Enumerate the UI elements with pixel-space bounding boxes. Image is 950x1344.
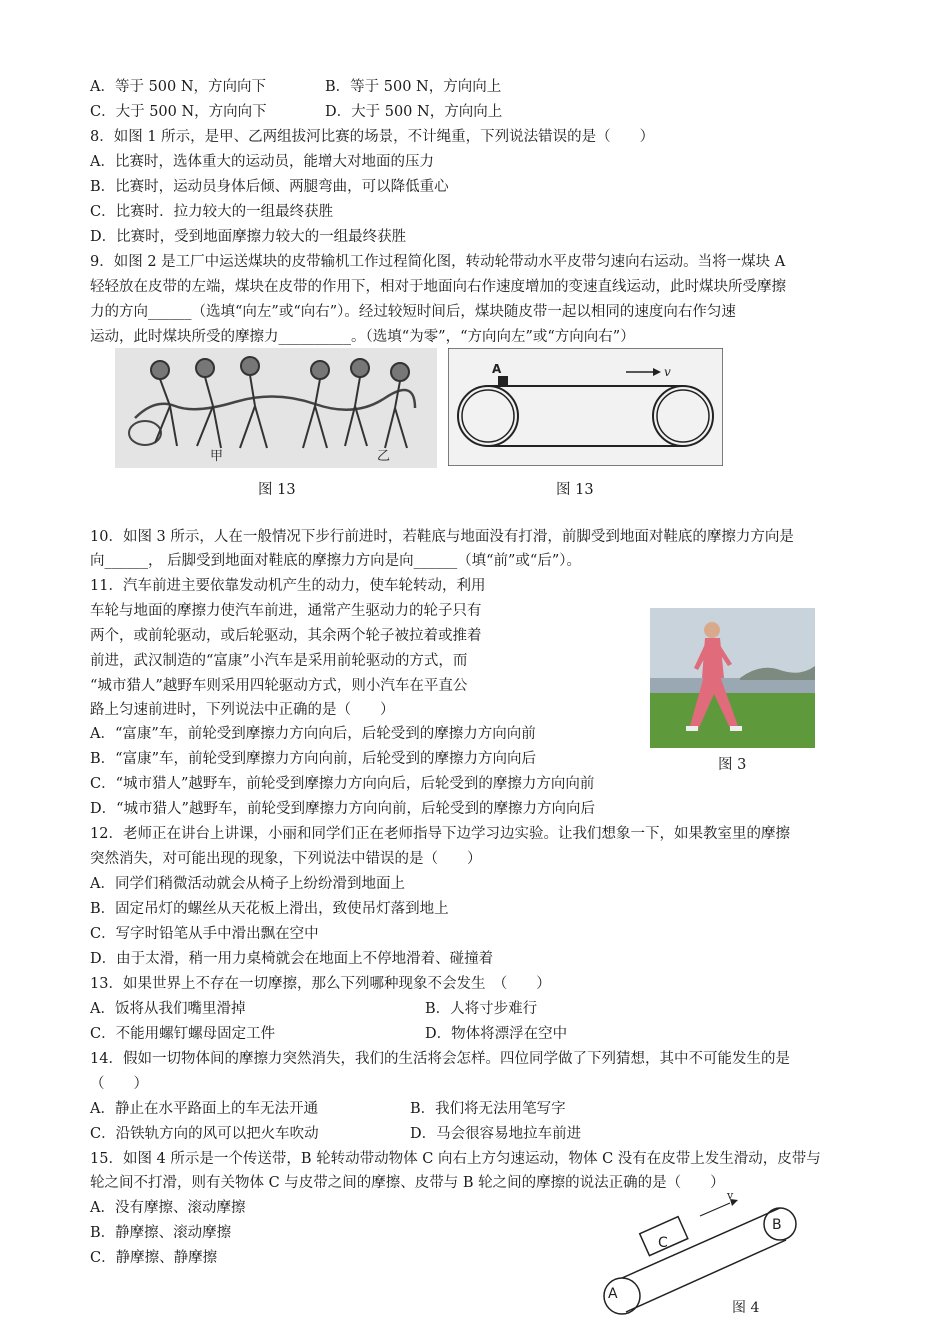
- q8-stem: 8．如图 1 所示，是甲、乙两组拔河比赛的场景，不计绳重，下列说法错误的是（ ）: [90, 129, 655, 145]
- q11-line-1: 11．汽车前进主要依靠发动机产生的动力，使车轮转动，利用: [90, 578, 486, 594]
- q12-option-b: B．固定吊灯的螺丝从天花板上滑出，致使吊灯落到地上: [90, 901, 449, 917]
- q14-line-1: 14．假如一切物体间的摩擦力突然消失，我们的生活将会怎样。四位同学做了下列猜想，其中不可能发生的是: [90, 1051, 790, 1067]
- q12-option-a: A．同学们稍微活动就会从椅子上纷纷滑到地面上: [90, 876, 405, 892]
- block-a-label: A: [492, 362, 502, 376]
- q7-option-d: D．大于 500 N，方向向上: [325, 104, 503, 120]
- q9-line-1: 9．如图 2 是工厂中运送煤块的皮带输机工作过程简化图，转动轮带动水平皮带匀速向右运动。当将一煤块 A: [90, 254, 786, 270]
- q8-option-c: C．比赛时．拉力较大的一组最终获胜: [90, 204, 334, 220]
- q11-line-3: 两个，或前轮驱动，或后轮驱动，其余两个轮子被拉着或推着: [90, 628, 482, 644]
- q10-line-2: 向______， 后脚受到地面对鞋底的摩擦力方向是向______（填“前”或“后”）。: [90, 553, 582, 569]
- team-jia-label: 甲: [210, 449, 224, 464]
- q11-option-d: D．“城市猎人”越野车，前轮受到摩擦力方向向前，后轮受到的摩擦力方向向后: [90, 801, 595, 817]
- q10-line-1: 10．如图 3 所示，人在一般情况下步行前进时，若鞋底与地面没有打滑，前脚受到地面对鞋底的摩擦力方向是: [90, 529, 794, 545]
- q15-option-a: A．没有摩擦、滚动摩擦: [90, 1200, 246, 1216]
- q11-option-c: C．“城市猎人”越野车，前轮受到摩擦力方向向后，后轮受到的摩擦力方向向前: [90, 776, 595, 792]
- team-yi-label: 乙: [377, 449, 391, 464]
- walker-figure-caption: 图 3: [718, 757, 747, 773]
- q12-line-2: 突然消失，对可能出现的现象，下列说法中错误的是（ ）: [90, 851, 482, 867]
- q7-option-c: C．大于 500 N，方向向下: [90, 104, 267, 120]
- q15-line-1: 15．如图 4 所示是一个传送带，B 轮转动带动物体 C 向右上方匀速运动，物体 C 没有在皮带上发生滑动，皮带与: [90, 1151, 821, 1167]
- q14-option-a: A．静止在水平路面上的车无法开通: [90, 1101, 318, 1117]
- q15-line-2: 轮之间不打滑，则有关物体 C 与皮带之间的摩擦、皮带与 B 轮之间的摩擦的说法正确的是（ ）: [90, 1175, 725, 1191]
- q7-option-a: A．等于 500 N，方向向下: [90, 79, 267, 95]
- q15-option-b: B．静摩擦、滚动摩擦: [90, 1225, 232, 1241]
- q13-option-d: D．物体将漂浮在空中: [425, 1026, 568, 1042]
- q14-line-2: （ ）: [90, 1076, 148, 1092]
- q9-line-3: 力的方向______（选填“向左”或“向右”）。经过较短时间后，煤块随皮带一起以相同的速度向右作匀速: [90, 304, 736, 320]
- q9-line-2: 轻轻放在皮带的左端，煤块在皮带的作用下，相对于地面向右作速度增加的变速直线运动，此时煤块所受摩擦: [90, 279, 786, 295]
- q12-option-d: D．由于太滑，稍一用力桌椅就会在地面上不停地滑着、碰撞着: [90, 951, 494, 967]
- incline-figure-caption: 图 4: [732, 1300, 760, 1316]
- q11-line-2: 车轮与地面的摩擦力使汽车前进，通常产生驱动力的轮子只有: [90, 603, 482, 619]
- block-c-label: C: [658, 1235, 668, 1251]
- velocity-v-label: v: [664, 365, 671, 379]
- q11-line-5: “城市猎人”越野车则采用四轮驱动方式，则小汽车在平直公: [90, 678, 468, 694]
- wheel-a-label: A: [608, 1286, 618, 1302]
- coal-block-a: [498, 376, 508, 386]
- belt-figure-caption: 图 13: [556, 482, 594, 498]
- q11-option-a: A．“富康”车，前轮受到摩擦力方向向后，后轮受到的摩擦力方向向前: [90, 726, 536, 742]
- inclined-conveyor-figure: [600, 1190, 810, 1330]
- q8-option-a: A．比赛时，选体重大的运动员，能增大对地面的压力: [90, 154, 434, 170]
- incline-velocity-label: v: [727, 1190, 734, 1202]
- q8-option-d: D．比赛时，受到地面摩擦力较大的一组最终获胜: [90, 229, 407, 245]
- q13-option-b: B．人将寸步难行: [425, 1001, 538, 1017]
- q15-option-c: C．静摩擦、静摩擦: [90, 1250, 218, 1266]
- q12-option-c: C．写字时铅笔从手中滑出飘在空中: [90, 926, 319, 942]
- wheel-b-label: B: [772, 1217, 782, 1233]
- q11-option-b: B．“富康”车，前轮受到摩擦力方向向前，后轮受到的摩擦力方向向后: [90, 751, 536, 767]
- q11-line-4: 前进，武汉制造的“富康”小汽车是采用前轮驱动的方式，而: [90, 653, 468, 669]
- q14-option-d: D．马会很容易地拉车前进: [410, 1126, 582, 1142]
- q13-option-c: C．不能用螺钉螺母固定工件: [90, 1026, 276, 1042]
- conveyor-belt-figure: [448, 348, 723, 466]
- q13-option-a: A．饭将从我们嘴里滑掉: [90, 1001, 246, 1017]
- q13-stem: 13．如果世界上不存在一切摩擦，那么下列哪种现象不会发生 （ ）: [90, 976, 551, 992]
- tug-figure-caption: 图 13: [258, 482, 296, 498]
- q14-option-c: C．沿铁轨方向的风可以把火车吹动: [90, 1126, 319, 1142]
- walking-person-photo: [650, 608, 815, 748]
- q9-line-4: 运动，此时煤块所受的摩擦力__________。（选填“为零”，“方向向左”或“方向向右”）: [90, 329, 635, 345]
- q8-option-b: B．比赛时，运动员身体后倾、两腿弯曲，可以降低重心: [90, 179, 449, 195]
- q11-line-6: 路上匀速前进时，下列说法中正确的是（ ）: [90, 702, 395, 718]
- q14-option-b: B．我们将无法用笔写字: [410, 1101, 566, 1117]
- tug-of-war-figure: [115, 348, 437, 468]
- q7-option-b: B．等于 500 N，方向向上: [325, 79, 502, 95]
- q12-line-1: 12．老师正在讲台上讲课，小丽和同学们正在老师指导下边学习边实验。让我们想象一下，如果教室里的摩擦: [90, 826, 790, 842]
